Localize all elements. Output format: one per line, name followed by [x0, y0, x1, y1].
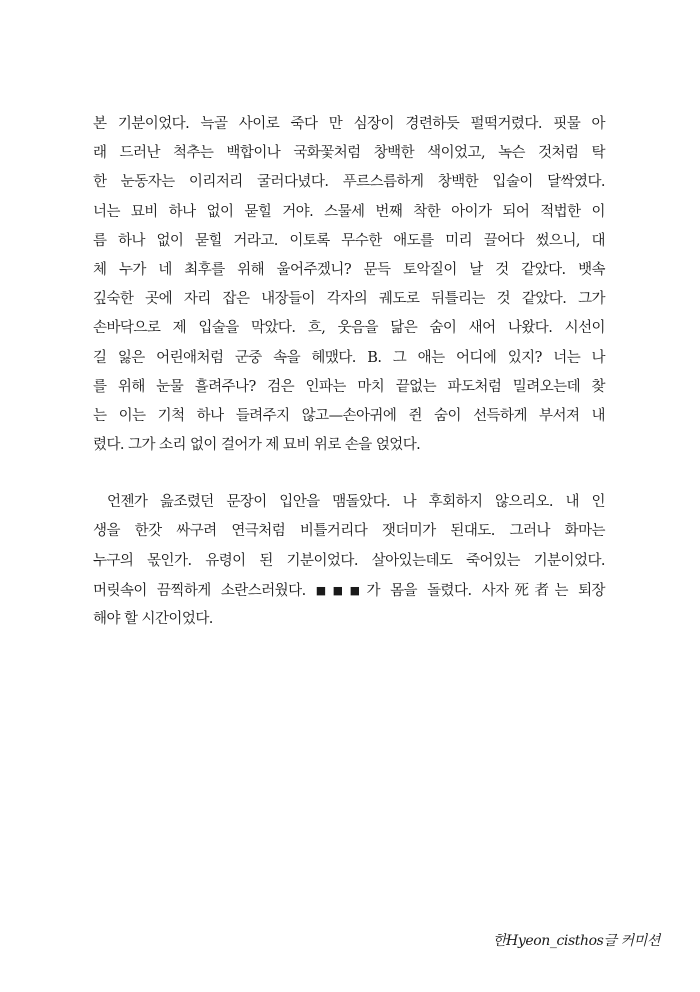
paragraph-1: [93, 110, 605, 460]
text-line: 너는 묘비 하나 없이 묻힐 거야. 스물세 번째 착한 아이가 되어 적법한 이: [93, 203, 605, 220]
text-line: 는 이는 기척 하나 들려주지 않고—손아귀에 쥔 숨이 선득하게 부서져 내: [93, 407, 605, 424]
text-line: 깊숙한 곳에 자리 잡은 내장들이 각자의 궤도로 뒤틀리는 것 같았다. 그가: [93, 291, 605, 308]
paragraph-gap: [93, 460, 605, 488]
text-line: 체 누가 네 최후를 위해 울어주겠니? 문득 토악질이 날 것 같았다. 뱃속: [93, 261, 605, 278]
text-line: [93, 488, 605, 517]
text-line: 길 잃은 어린애처럼 군중 속을 헤맸다. B. 그 애는 어디에 있지? 너는 나: [93, 349, 605, 366]
text-line: 름 하나 없이 묻힐 거라고. 이토록 무수한 애도를 미리 끌어다 썼으니, 대: [93, 232, 605, 249]
text-line-content: 가 몸을 돌렸다. 사자死者는 퇴장: [366, 582, 605, 599]
text-line-content: 머릿속이 끔찍하게 소란스러웠다.: [93, 582, 306, 599]
text-line: [93, 576, 605, 605]
text-line: 손바닥으로 제 입술을 막았다. 흐, 웃음을 닮은 숨이 새어 나왔다. 시선이: [93, 320, 605, 337]
commission-credit: 한Hyeon_cisthos글 커미션: [492, 933, 660, 949]
text-line: 본 기분이었다. 늑골 사이로 죽다 만 심장이 경련하듯 펄떡거렸다. 핏물 아: [93, 116, 605, 132]
text-line: 누구의 몫인가. 유령이 된 기분이었다. 살아있는데도 죽어있는 기분이었다.: [93, 552, 605, 569]
story-text: [93, 110, 605, 634]
text-line: 한 눈동자는 이리저리 굴러다녔다. 푸르스름하게 창백한 입술이 달싹였다.: [93, 174, 605, 191]
text-line: 를 위해 눈물 흘려주나? 검은 인파는 마치 끝없는 파도처럼 밀려오는데 찾: [93, 378, 605, 395]
text-line: 래 드러난 척추는 백합이나 국화꽃처럼 창백한 색이었고, 녹슨 것처럼 탁: [93, 145, 605, 162]
text-line: 해야 할 시간이었다.: [93, 611, 213, 627]
text-line: 렸다. 그가 소리 없이 걸어가 제 묘비 위로 손을 얹었다.: [93, 437, 421, 454]
text-line: 생을 한갓 싸구려 연극처럼 비틀거리다 잿더미가 된대도. 그러나 화마는: [93, 523, 605, 540]
paragraph-2: [93, 488, 605, 634]
redacted-name: ■■■: [315, 583, 367, 597]
text-line-content: 언젠가 읊조렸던 문장이 입안을 맴돌았다. 나 후회하지 않으리오. 내 인: [107, 494, 605, 511]
